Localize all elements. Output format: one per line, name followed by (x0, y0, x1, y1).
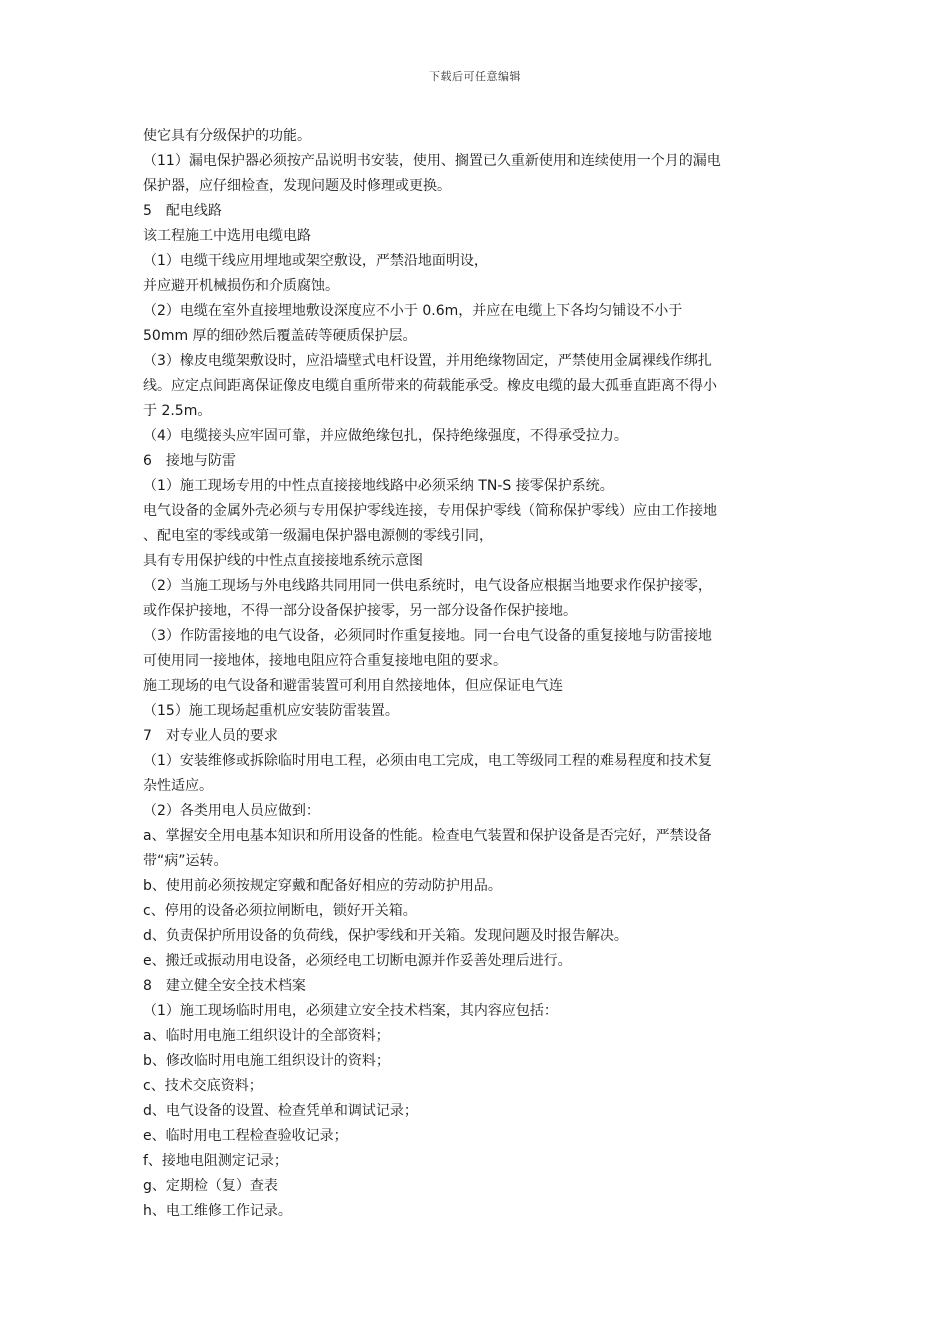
list-item: d、负责保护所用设备的负荷线，保护零线和开关箱。发现问题及时报告解决。 (143, 928, 628, 944)
list-item: h、电工维修工作记录。 (143, 1203, 292, 1219)
text-line: 该工程施工中选用电缆电路 (143, 228, 311, 244)
text-line: （2）电缆在室外直接埋地敷设深度应不小于 0.6m，并应在电缆上下各均匀铺设不小于 (143, 303, 683, 319)
text-line: 于 2.5m。 (143, 403, 212, 419)
list-item: f、接地电阻测定记录； (143, 1153, 288, 1169)
text-line: 电气设备的金属外壳必须与专用保护零线连接，专用保护零线（简称保护零线）应由工作接地 (143, 503, 717, 519)
text-line: （1）施工现场专用的中性点直接接地线路中必须采纳 TN-S 接零保护系统。 (143, 478, 614, 494)
list-item: e、临时用电工程检查验收记录； (143, 1128, 348, 1144)
list-item: a、掌握安全用电基本知识和所用设备的性能。检查电气装置和保护设备是否完好，严禁设备 (143, 828, 712, 844)
text-line: 带“病”运转。 (143, 853, 228, 869)
text-line: 、配电室的零线或第一级漏电保护器电源侧的零线引同， (143, 528, 493, 544)
list-item: g、定期检（复）查表 (143, 1178, 278, 1194)
text-line: 可使用同一接地体，接地电阻应符合重复接地电阻的要求。 (143, 653, 507, 669)
text-line: （15）施工现场起重机应安装防雷装置。 (143, 703, 399, 719)
page-header: 下载后可任意编辑 (429, 70, 521, 83)
text-line: 50mm 厚的细砂然后覆盖砖等硬质保护层。 (143, 328, 417, 344)
section-heading: 6 接地与防雷 (143, 453, 236, 469)
list-item: c、停用的设备必须拉闸断电，锁好开关箱。 (143, 903, 417, 919)
text-line: 或作保护接地，不得一部分设备保护接零，另一部分设备作保护接地。 (143, 603, 577, 619)
text-line: （1）施工现场临时用电，必须建立安全技术档案，其内容应包括： (143, 1003, 558, 1019)
document-body (143, 124, 811, 1224)
list-item: d、电气设备的设置、检查凭单和调试记录； (143, 1103, 418, 1119)
section-heading: 7 对专业人员的要求 (143, 728, 278, 744)
text-line: （3）橡皮电缆架敷设时，应沿墙壁式电杆设置，并用绝缘物固定，严禁使用金属裸线作绑扎 (143, 353, 712, 369)
text-line: 并应避开机械损伤和介质腐蚀。 (143, 278, 339, 294)
text-line: 施工现场的电气设备和避雷装置可利用自然接地体，但应保证电气连 (143, 678, 563, 694)
text-line: （1）安装维修或拆除临时用电工程，必须由电工完成，电工等级同工程的难易程度和技术复 (143, 753, 712, 769)
text-line: 线。应定点间距离保证像皮电缆自重所带来的荷载能承受。橡皮电缆的最大孤垂直距离不得小 (143, 378, 717, 394)
list-item: e、搬迁或振动用电设备，必须经电工切断电源并作妥善处理后进行。 (143, 953, 572, 969)
list-item: a、临时用电施工组织设计的全部资料； (143, 1028, 390, 1044)
text-line: 杂性适应。 (143, 778, 213, 794)
list-item: c、技术交底资料； (143, 1078, 263, 1094)
text-line: （3）作防雷接地的电气设备，必须同时作重复接地。同一台电气设备的重复接地与防雷接地 (143, 628, 712, 644)
list-item: b、使用前必须按规定穿戴和配备好相应的劳动防护用品。 (143, 878, 502, 894)
text-line: 具有专用保护线的中性点直接接地系统示意图 (143, 553, 423, 569)
section-heading: 8 建立健全安全技术档案 (143, 978, 306, 994)
list-item: b、修改临时用电施工组织设计的资料； (143, 1053, 390, 1069)
text-line: （2）各类用电人员应做到： (143, 803, 320, 819)
text-line: （1）电缆干线应用埋地或架空敷设，严禁沿地面明设， (143, 253, 488, 269)
text-line: 使它具有分级保护的功能。 (143, 128, 311, 144)
text-line: （2）当施工现场与外电线路共同用同一供电系统时，电气设备应根据当地要求作保护接零， (143, 578, 712, 594)
text-line: （4）电缆接头应牢固可靠，并应做绝缘包扎，保持绝缘强度，不得承受拉力。 (143, 428, 628, 444)
text-line: 保护器，应仔细检查，发现问题及时修理或更换。 (143, 178, 451, 194)
text-line: （11）漏电保护器必须按产品说明书安装，使用、搁置已久重新使用和连续使用一个月的漏电 (143, 153, 721, 169)
section-heading: 5 配电线路 (143, 203, 222, 219)
